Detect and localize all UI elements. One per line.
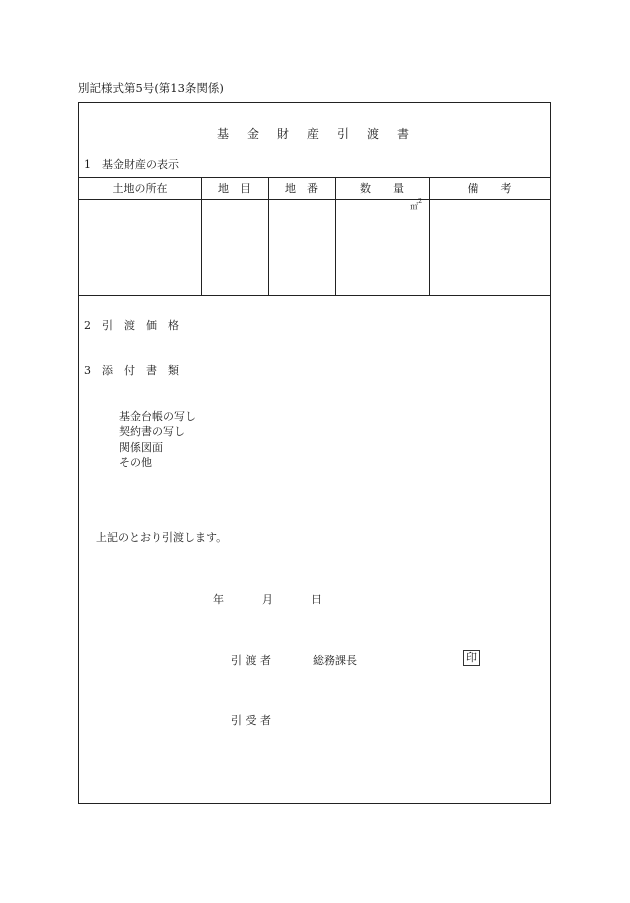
table-header-border [79, 199, 550, 200]
column-header-lot-number: 地 番 [285, 182, 318, 195]
section-3-heading: 3 添 付 書 類 [84, 364, 179, 377]
quantity-unit: ㎡$^2$ [410, 198, 422, 211]
date-month-label: 月 [262, 593, 273, 606]
form-number-label: 別記様式第5号(第13条関係) [78, 81, 224, 95]
section-2-heading: 2 引 渡 価 格 [84, 319, 179, 332]
attachment-item: その他 [119, 456, 152, 469]
delivery-statement: 上記のとおり引渡します。 [96, 531, 228, 544]
column-header-quantity: 数 量 [360, 182, 404, 195]
document-title: 基 金 財 産 引 渡 書 [216, 127, 412, 141]
deliverer-label: 引 渡 者 [231, 654, 271, 667]
receiver-label: 引 受 者 [231, 714, 271, 727]
attachment-item: 基金台帳の写し [119, 410, 196, 423]
date-year-label: 年 [213, 593, 224, 606]
date-day-label: 日 [311, 593, 322, 606]
document-frame [78, 102, 551, 804]
column-header-land-category: 地 目 [218, 182, 251, 195]
table-bottom-border [79, 295, 550, 296]
date-line [213, 591, 322, 607]
section-1-heading: 1 基金財産の表示 [84, 158, 179, 171]
attachment-item: 関係図面 [119, 441, 163, 454]
deliverer-role: 総務課長 [313, 654, 357, 667]
column-header-location: 土地の所在 [112, 182, 168, 195]
column-header-remarks: 備 考 [467, 182, 512, 195]
seal-mark: 印 [463, 650, 480, 666]
attachment-item: 契約書の写し [119, 425, 185, 438]
